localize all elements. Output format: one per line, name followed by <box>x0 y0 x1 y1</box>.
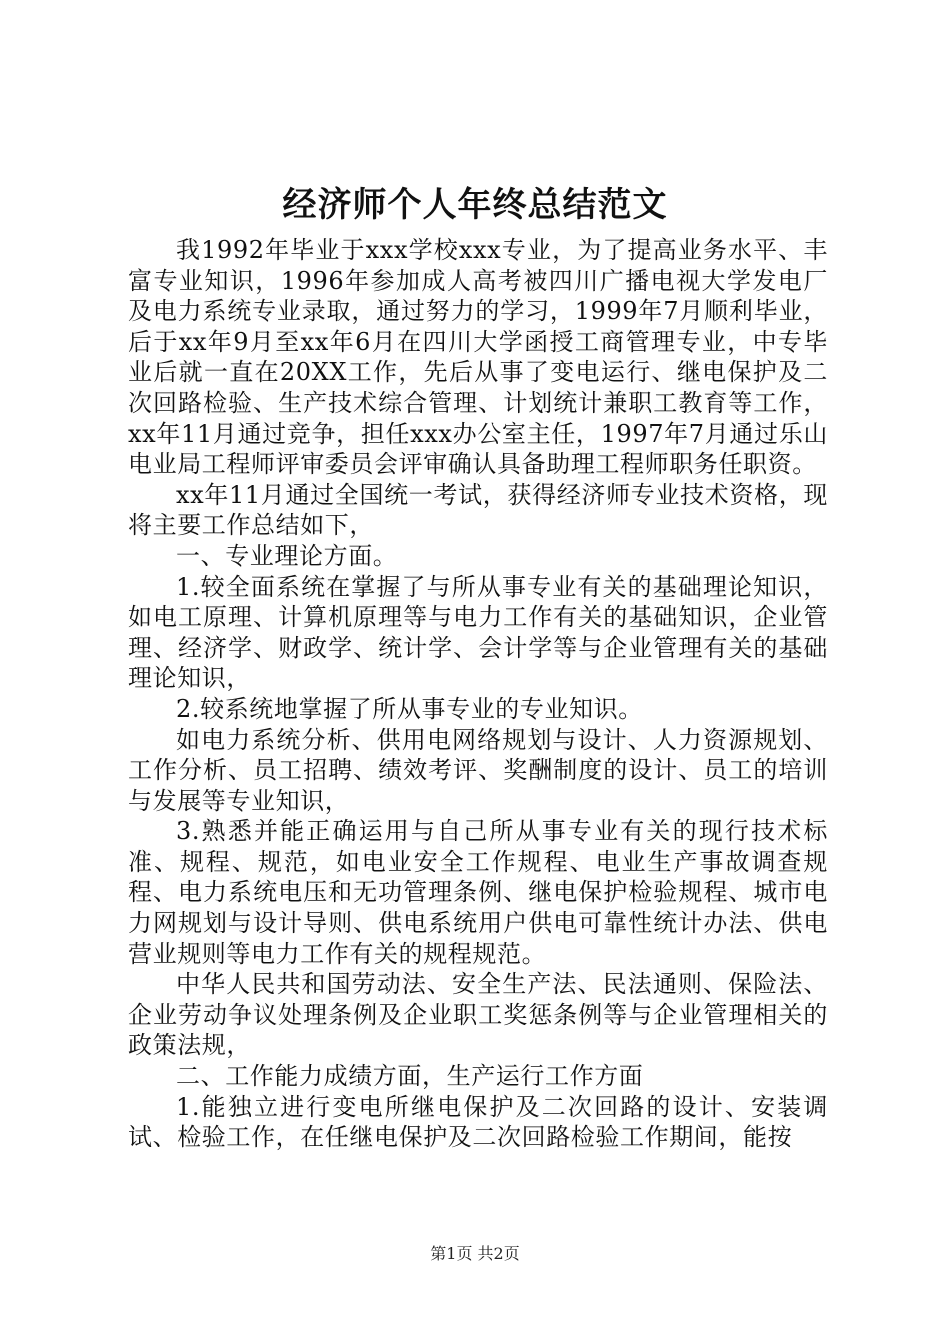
paragraph-theory-item-3: 3.熟悉并能正确运用与自己所从事专业有关的现行技术标准、规程、规范，如电业安全工作规程、电业生产事故调查规程、电力系统电压和无功管理条例、继电保护检验规程、城市电力网规划与设计导则、供电系统用户供电可靠性统计办法、供电营业规则等电力工作有关的规程规范。 <box>128 817 828 968</box>
section-heading-work-ability: 二、工作能力成绩方面，生产运行工作方面 <box>176 1062 644 1091</box>
document-title: 经济师个人年终总结范文 <box>282 185 668 225</box>
paragraph-theory-item-1: 1.较全面系统在掌握了与所从事专业有关的基础理论知识，如电工原理、计算机原理等与电力工作有关的基础知识，企业管理、经济学、财政学、统计学、会计学等与企业管理有关的基础理论知识， <box>128 572 828 693</box>
paragraph-work-item-1: 1.能独立进行变电所继电保护及二次回路的设计、安装调试、检验工作，在任继电保护及二次回路检验工作期间，能按 <box>128 1092 828 1152</box>
document-body <box>128 235 828 1153</box>
paragraph-education-background: 我1992年毕业于xxx学校xxx专业，为了提高业务水平、丰富专业知识，1996年参加成人高考被四川广播电视大学发电厂及电力系统专业录取，通过努力的学习，1999年7月顺利毕业，后于xx年9月至xx年6月在四川大学函授工商管理专业，中专毕业后就一直在20XX工作，先后从事了变电运行、继电保护及二次回路检验、生产技术综合管理、计划统计兼职工教育等工作，xx年11月通过竞争，担任xxx办公室主任，1997年7月通过乐山电业局工程师评审委员会评审确认具备助理工程师职务任职资。 <box>128 236 828 479</box>
paragraph-policies-regulations: 中华人民共和国劳动法、安全生产法、民法通则、保险法、企业劳动争议处理条例及企业职工奖惩条例等与企业管理相关的政策法规， <box>128 970 828 1060</box>
paragraph-theory-item-2: 2.较系统地掌握了所从事专业的专业知识。 <box>176 694 643 723</box>
section-heading-theory: 一、专业理论方面。 <box>176 541 398 570</box>
paragraph-economist-qualification: xx年11月通过全国统一考试，获得经济师专业技术资格，现将主要工作总结如下， <box>128 480 828 540</box>
page-number-footer: 第1页 共2页 <box>430 1244 520 1263</box>
paragraph-professional-knowledge: 如电力系统分析、供用电网络规划与设计、人力资源规划、工作分析、员工招聘、绩效考评、奖酬制度的设计、员工的培训与发展等专业知识， <box>128 725 828 815</box>
